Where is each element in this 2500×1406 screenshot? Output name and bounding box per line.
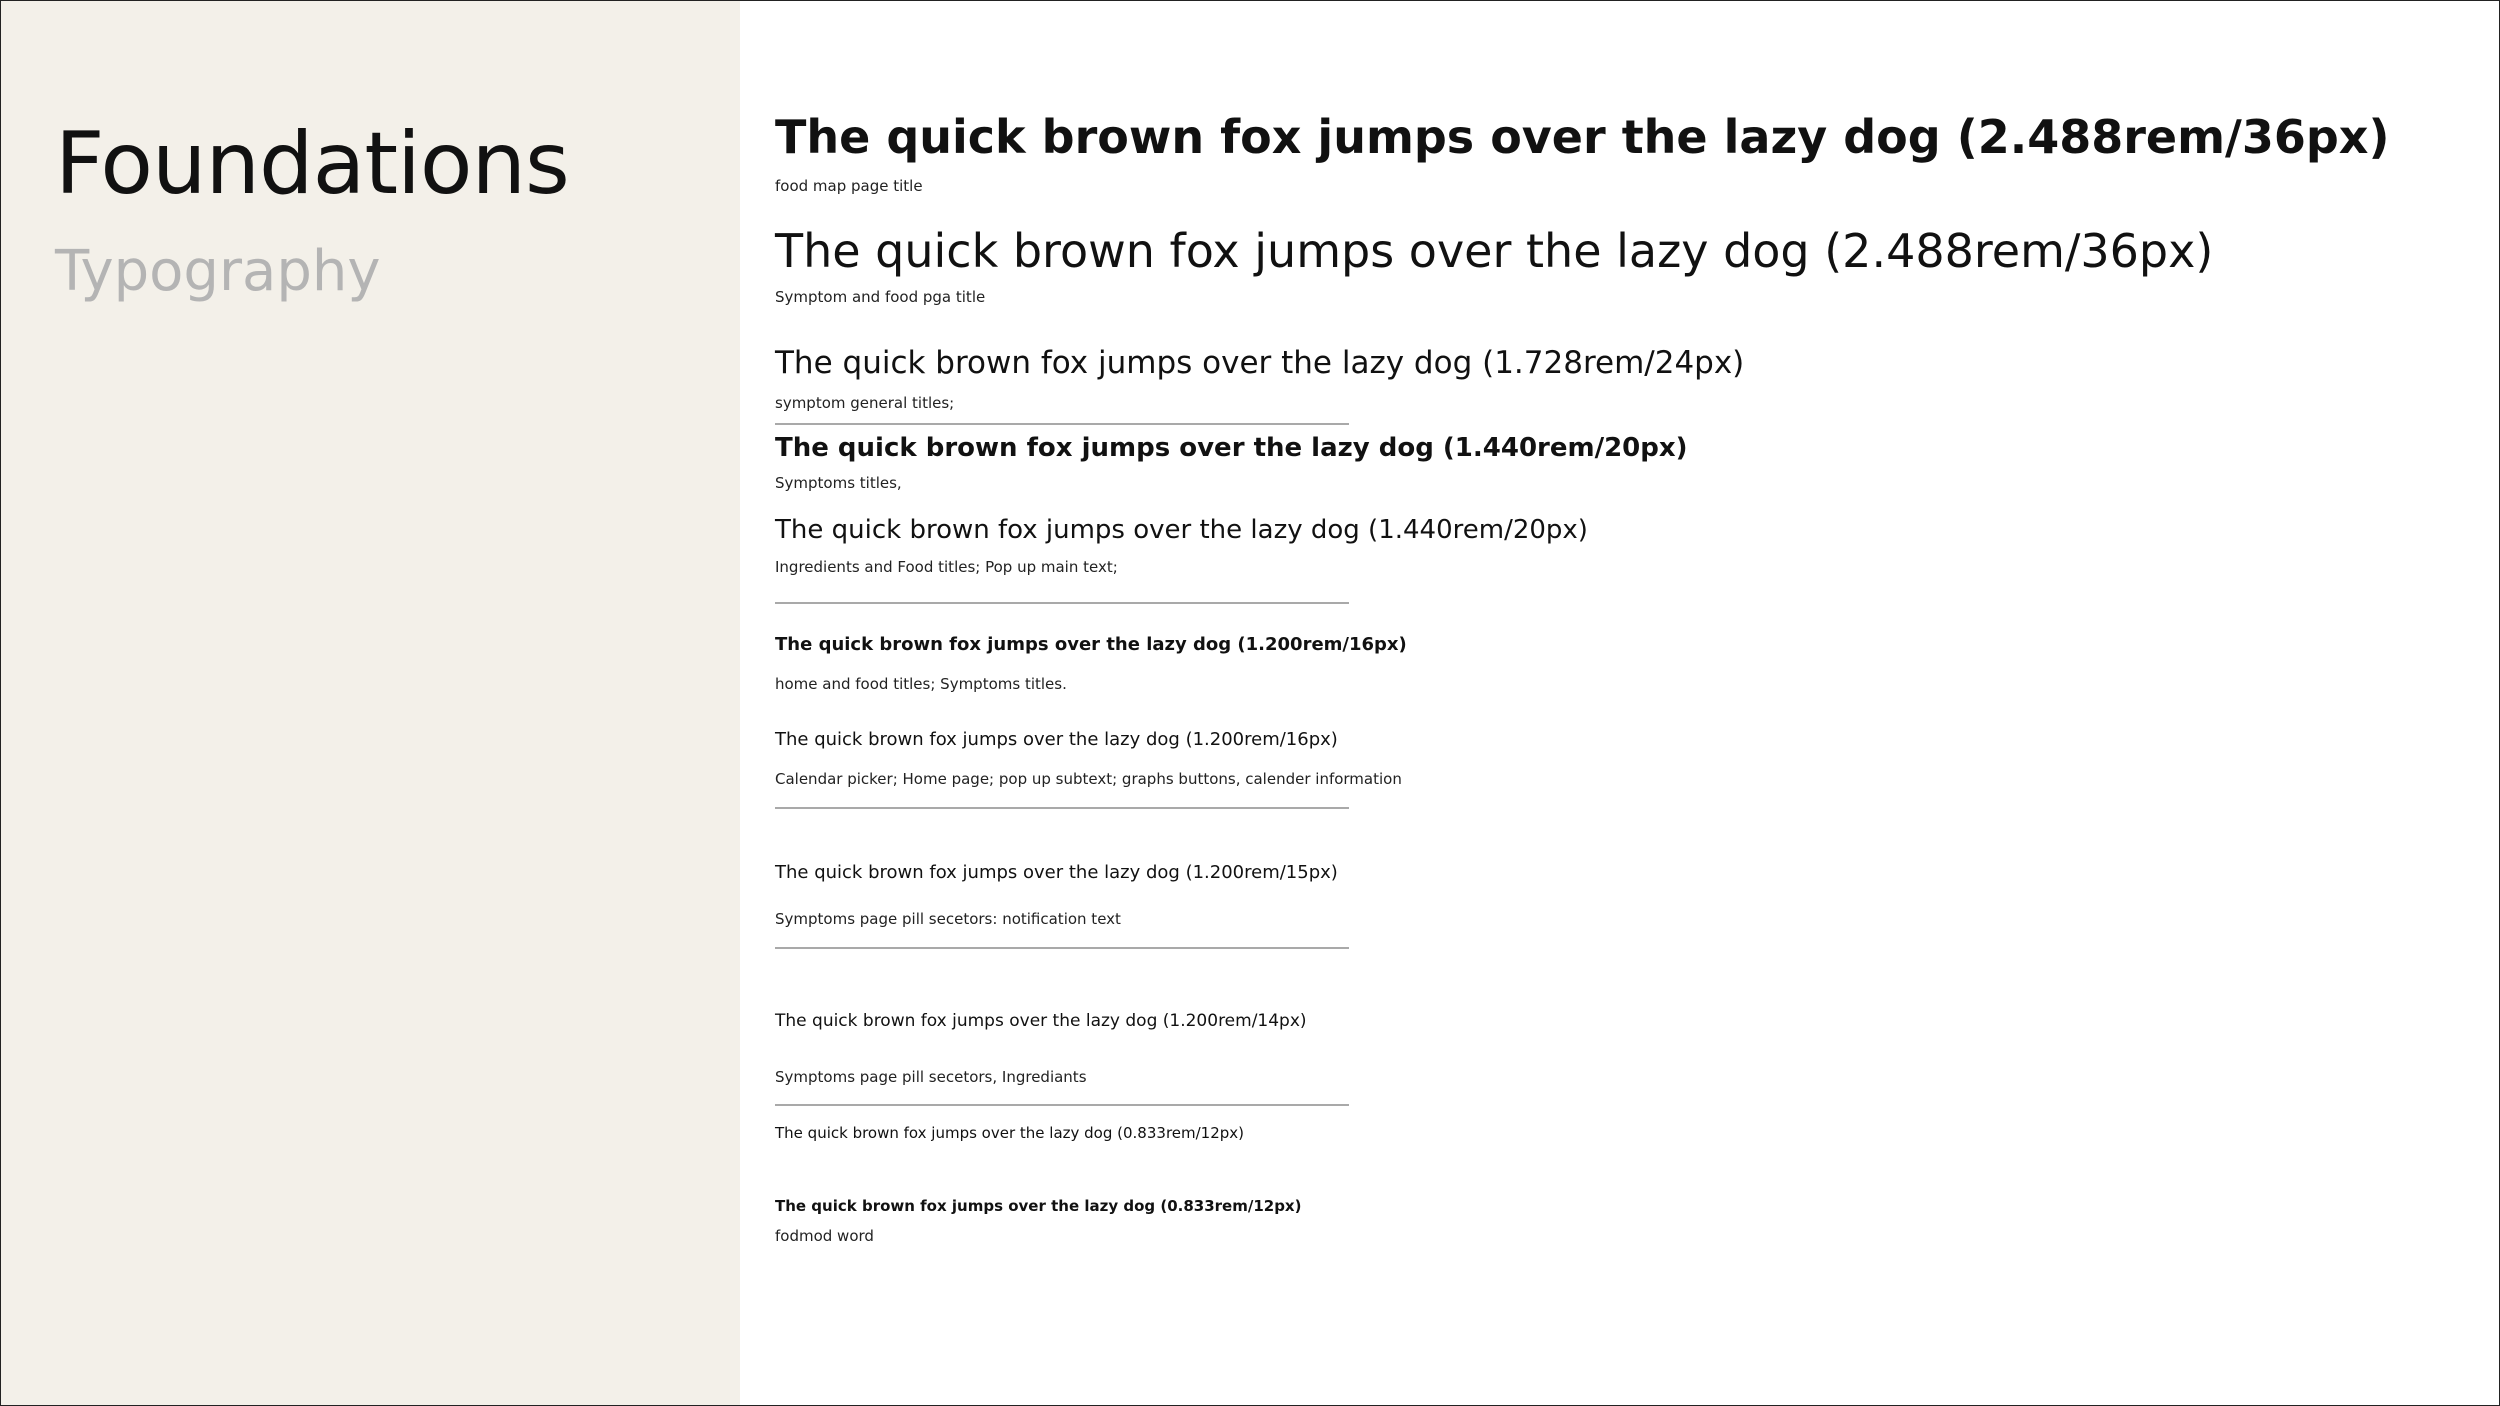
- type-sample: The quick brown fox jumps over the lazy dog (1.200rem/15px): [775, 862, 1338, 883]
- divider: [775, 602, 1349, 604]
- type-caption: food map page title: [775, 177, 923, 195]
- type-sample: The quick brown fox jumps over the lazy dog (1.440rem/20px): [775, 433, 1688, 463]
- type-sample: The quick brown fox jumps over the lazy dog (1.200rem/14px): [775, 1011, 1307, 1031]
- type-sample: The quick brown fox jumps over the lazy dog (1.440rem/20px): [775, 515, 1588, 545]
- type-caption: Symptom and food pga title: [775, 288, 986, 306]
- type-caption: Symptoms page pill secetors: notification text: [775, 910, 1121, 928]
- page-title: Foundations: [55, 114, 569, 214]
- sidebar-panel: [1, 1, 740, 1405]
- type-caption: Ingredients and Food titles; Pop up main text;: [775, 558, 1118, 576]
- type-caption: Calendar picker; Home page; pop up subtext; graphs buttons, calender information: [775, 770, 1402, 788]
- type-caption: Symptoms page pill secetors, Ingrediants: [775, 1068, 1087, 1086]
- type-sample: The quick brown fox jumps over the lazy dog (1.200rem/16px): [775, 729, 1338, 750]
- type-sample: The quick brown fox jumps over the lazy dog (2.488rem/36px): [775, 224, 2214, 278]
- divider: [775, 807, 1349, 809]
- page-subtitle: Typography: [55, 239, 381, 304]
- type-sample: The quick brown fox jumps over the lazy dog (0.833rem/12px): [775, 1197, 1302, 1215]
- type-caption: home and food titles; Symptoms titles.: [775, 675, 1067, 693]
- divider: [775, 1104, 1349, 1106]
- type-sample: The quick brown fox jumps over the lazy dog (1.728rem/24px): [775, 345, 1745, 381]
- type-sample: The quick brown fox jumps over the lazy dog (1.200rem/16px): [775, 634, 1407, 655]
- divider: [775, 947, 1349, 949]
- type-caption: Symptoms titles,: [775, 474, 902, 492]
- type-sample: The quick brown fox jumps over the lazy dog (0.833rem/12px): [775, 1124, 1245, 1142]
- type-caption: symptom general titles;: [775, 394, 955, 412]
- type-sample: The quick brown fox jumps over the lazy dog (2.488rem/36px): [775, 110, 2390, 164]
- divider: [775, 423, 1349, 425]
- type-caption: fodmod word: [775, 1227, 874, 1245]
